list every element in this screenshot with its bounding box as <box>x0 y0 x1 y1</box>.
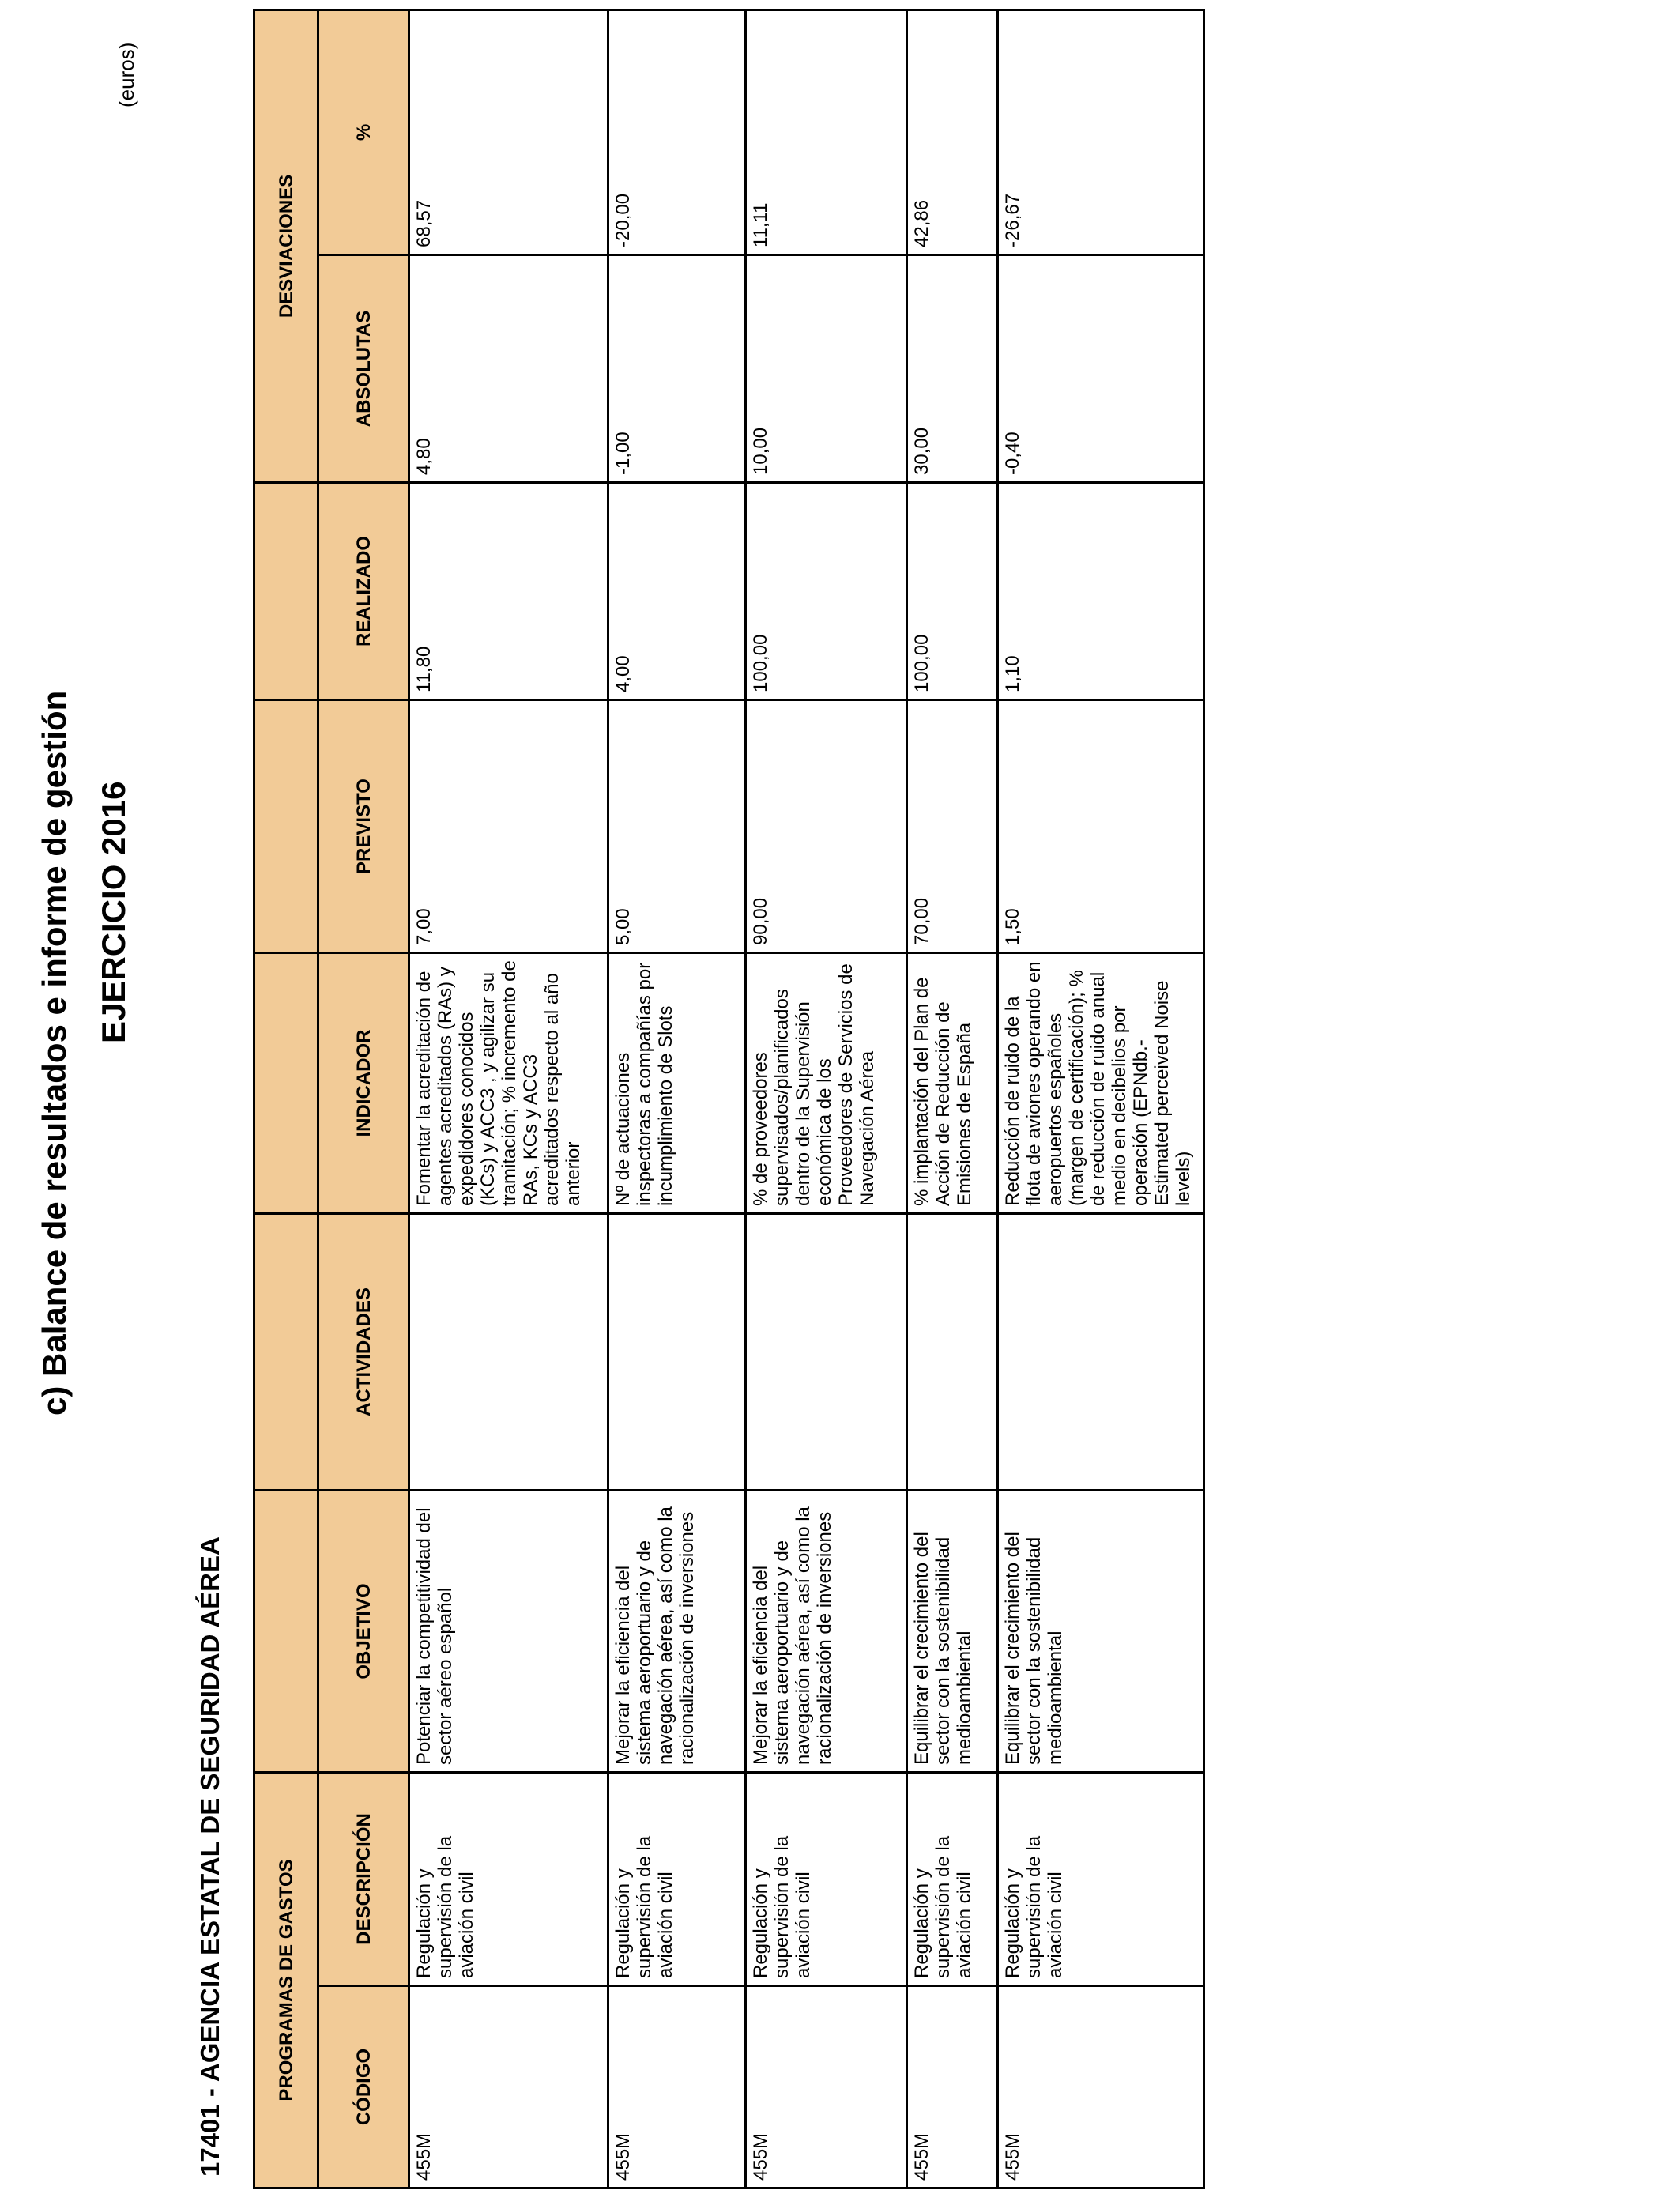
cell-previsto: 7,00 <box>409 699 608 952</box>
group-header-desviaciones: DESVIACIONES <box>254 9 318 482</box>
cell-codigo: 455M <box>608 1986 746 2188</box>
cell-indicador: Fomentar la acreditación de agentes acreditados (RAs) y expedidores conocidos (KCs) y ACC3 , y agilizar su tramitación; % incremento de RAs, KCs y ACC3 acreditados respecto al año anterior <box>409 952 608 1213</box>
table-row <box>998 9 1204 2188</box>
cell-absolutas: 30,00 <box>907 254 998 482</box>
cell-objetivo: Mejorar la eficiencia del sistema aeroportuario y de navegación aérea, así como la racionalización de inversiones <box>746 1490 907 1772</box>
cell-absolutas: -1,00 <box>608 254 746 482</box>
cell-pct: 11,11 <box>746 9 907 254</box>
fiscal-year-title: EJERCICIO 2016 <box>95 781 132 1043</box>
table-row <box>907 9 998 2188</box>
page-title: c) Balance de resultados e informe de gestión <box>36 690 73 1416</box>
column-header-codigo: CÓDIGO <box>318 1986 409 2188</box>
group-header-blank-actividades <box>254 1213 318 1490</box>
cell-descripcion: Regulación y supervisión de la aviación civil <box>409 1772 608 1985</box>
cell-pct: -26,67 <box>998 9 1204 254</box>
cell-realizado: 11,80 <box>409 482 608 699</box>
column-header-objetivo: OBJETIVO <box>318 1490 409 1772</box>
cell-indicador: % implantación del Plan de Acción de Reducción de Emisiones de España <box>907 952 998 1213</box>
column-header-descripcion: DESCRIPCIÓN <box>318 1772 409 1985</box>
cell-indicador: Nº de actuaciones inspectoras a compañías por incumplimiento de Slots <box>608 952 746 1213</box>
cell-descripcion: Regulación y supervisión de la aviación civil <box>746 1772 907 1985</box>
cell-descripcion: Regulación y supervisión de la aviación civil <box>998 1772 1204 1985</box>
column-header-actividades: ACTIVIDADES <box>318 1213 409 1490</box>
cell-previsto: 90,00 <box>746 699 907 952</box>
cell-previsto: 5,00 <box>608 699 746 952</box>
cell-objetivo: Mejorar la eficiencia del sistema aeroportuario y de navegación aérea, así como la racionalización de inversiones <box>608 1490 746 1772</box>
cell-realizado: 100,00 <box>907 482 998 699</box>
table-row <box>746 9 907 2188</box>
cell-pct: 68,57 <box>409 9 608 254</box>
cell-codigo: 455M <box>746 1986 907 2188</box>
cell-absolutas: 10,00 <box>746 254 907 482</box>
column-header-realizado: REALIZADO <box>318 482 409 699</box>
group-header-blank-previsto <box>254 699 318 952</box>
cell-absolutas: -0,40 <box>998 254 1204 482</box>
cell-codigo: 455M <box>907 1986 998 2188</box>
cell-codigo: 455M <box>409 1986 608 2188</box>
cell-pct: 42,86 <box>907 9 998 254</box>
cell-realizado: 100,00 <box>746 482 907 699</box>
cell-actividades <box>907 1213 998 1490</box>
cell-indicador: % de proveedores supervisados/planificados dentro de la Supervisión económica de los Proveedores de Servicios de Navegación Aérea <box>746 952 907 1213</box>
cell-objetivo: Potenciar la competitividad del sector aéreo español <box>409 1490 608 1772</box>
cell-realizado: 4,00 <box>608 482 746 699</box>
units-label: (euros) <box>115 42 138 107</box>
cell-actividades <box>608 1213 746 1490</box>
cell-realizado: 1,10 <box>998 482 1204 699</box>
cell-pct: -20,00 <box>608 9 746 254</box>
cell-objetivo: Equilibrar el crecimiento del sector con la sostenibilidad medioambiental <box>907 1490 998 1772</box>
cell-codigo: 455M <box>998 1986 1204 2188</box>
cell-indicador: Reducción de ruido de la flota de aviones operando en aeropuertos españoles (margen de certificación); % de reducción de ruido anual medio en decibelios por operación (EPNdb.-Estimated perceived Noise levels) <box>998 952 1204 1213</box>
cell-descripcion: Regulación y supervisión de la aviación civil <box>907 1772 998 1985</box>
group-header-blank-indicador <box>254 952 318 1213</box>
cell-actividades <box>746 1213 907 1490</box>
group-header-blank-realizado <box>254 482 318 699</box>
column-header-previsto: PREVISTO <box>318 699 409 952</box>
results-table <box>253 9 1205 2189</box>
group-header-programas: PROGRAMAS DE GASTOS <box>254 1772 318 2188</box>
cell-actividades <box>409 1213 608 1490</box>
column-header-pct: % <box>318 9 409 254</box>
cell-previsto: 1,50 <box>998 699 1204 952</box>
table-row <box>608 9 746 2188</box>
table-row <box>409 9 608 2188</box>
cell-objetivo: Equilibrar el crecimiento del sector con la sostenibilidad medioambiental <box>998 1490 1204 1772</box>
group-header-blank-objetivo <box>254 1490 318 1772</box>
column-header-absolutas: ABSOLUTAS <box>318 254 409 482</box>
organization-title: 17401 - AGENCIA ESTATAL DE SEGURIDAD AÉREA <box>195 1536 224 2177</box>
column-header-indicador: INDICADOR <box>318 952 409 1213</box>
cell-actividades <box>998 1213 1204 1490</box>
cell-descripcion: Regulación y supervisión de la aviación civil <box>608 1772 746 1985</box>
cell-absolutas: 4,80 <box>409 254 608 482</box>
cell-previsto: 70,00 <box>907 699 998 952</box>
